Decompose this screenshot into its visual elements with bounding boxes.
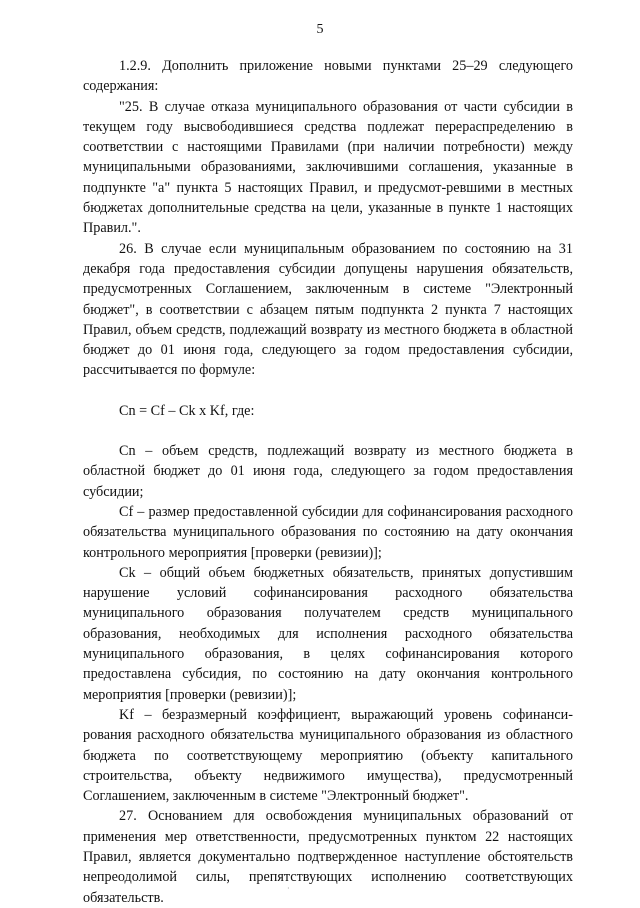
page-number: 5 [316,22,324,37]
paragraph-26: 26. В случае если муниципальным образованием по состоянию на 31 декабря года предоставления субсидии допущены нарушения обязательств, предусмотренных Соглашением, заключенным в системе "Электронный бюджет", в соответствии с абзацем пятым подпункта 2 пункта 7 настоящих Правил, объем средств, подлежащий возврату из местного бюджета в областной бюджет до 01 июня года, следующего за годом предоставления субсидии, рассчитывается по формуле: [83,240,573,379]
document-body [83,56,573,908]
paragraph-25: "25. В случае отказа муниципального образования от части субсидии в текущем году высвободившиеся средства подлежат перераспределению в соответствии с настоящими Правилами (при наличии потребности) между муниципальными образованиями, заключившими соглашения, указанные в подпункте "а" пункта 5 настоящих Правил, и предусмот-ревшими в местных бюджетах дополнительные средства на цели, указанные в пункте 1 настоящих Правил.". [83,98,573,237]
paragraph-27: 27. Основанием для освобождения муниципальных образований от применения мер ответственности, предусмотренных пунктом 22 настоящих Правил, является документально подтвержденное наступление обстоятельств непреодолимой силы, препятствующих исполнению соответствующих обязательств. [83,808,573,906]
formula: Cn = Cf – Ck x Kf, где: [119,402,255,419]
scan-mark: · [287,884,290,893]
definition-cf: Cf – размер предоставленной субсидии для софинансирования расходного обязательства муниципального образования по состоянию на дату окончания контрольного мероприятия [проверки (ревизии)]; [83,503,573,561]
definition-kf: Kf – безразмерный коэффициент, выражающий уровень софинанси-рования расходного обязательства муниципального образования из областного бюджета по соответствующему мероприятию (объекту капитального строительства, объекту недвижимого имущества), предусмотренный Соглашением, заключенным в системе "Электронный бюджет". [83,706,573,805]
definition-ck: Ck – общий объем бюджетных обязательств, принятых допустившим нарушение условий софинансирования расходного обязательства муниципального образования получателем средств муниципального образования, необходимых для исполнения расходного обязательства муниципального образования, в целях софинансирования которого предоставлена субсидия, по состоянию на дату окончания контрольного мероприятия [проверки (ревизии)]; [83,564,573,703]
paragraph-1-2-9: 1.2.9. Дополнить приложение новыми пунктами 25–29 следующего содержания: [83,58,573,95]
definition-cn: Cn – объем средств, подлежащий возврату из местного бюджета в областной бюджет до 01 июня года, следующего за годом предоставления субсидии; [83,443,573,500]
